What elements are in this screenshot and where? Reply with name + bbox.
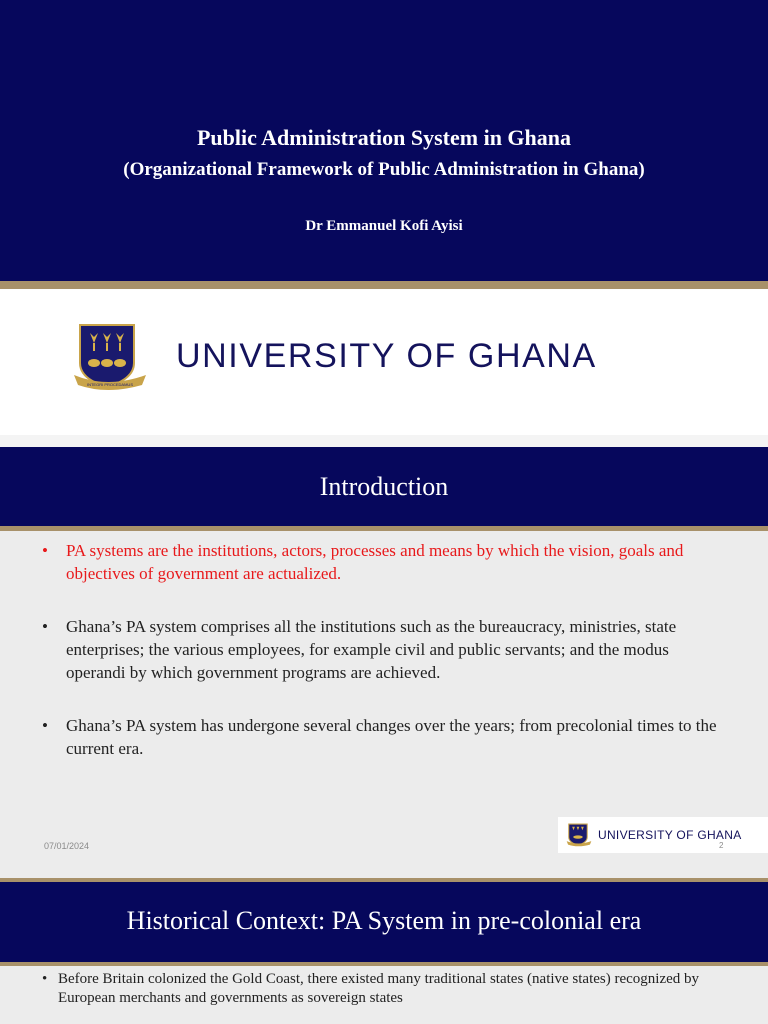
slide-date: 07/01/2024 — [44, 841, 90, 851]
bullet-text: PA systems are the institutions, actors, processes and means by which the vision, goals and objectives of government are actualized. — [66, 541, 684, 583]
bullet-text: Ghana’s PA system has undergone several changes over the years; from precolonial times to the current era. — [66, 716, 717, 758]
university-crest-icon — [72, 323, 148, 391]
slide1-logo-area — [0, 289, 768, 435]
bullet-icon: • — [42, 541, 48, 560]
slide2-body — [0, 531, 768, 878]
slide3-body — [0, 966, 768, 1024]
bullet-text: Ghana’s PA system comprises all the institutions such as the bureaucracy, ministries, state enterprises; the various employees, for example civil and public servants; and the modus operandi by which government programs are achieved. — [66, 617, 677, 682]
bullet-icon: • — [42, 971, 48, 987]
slide1-title: Public Administration System in Ghana — [196, 125, 572, 150]
bullet-text: Before Britain colonized the Gold Coast, there existed many traditional states (native states) recognized by European merchants and governments as sovereign states — [58, 971, 700, 1006]
list-item — [0, 539, 768, 585]
university-name: UNIVERSITY OF GHANA — [176, 337, 597, 375]
slide1-bottom-strip — [0, 435, 768, 447]
list-item — [0, 714, 768, 760]
slide1-gold-divider — [0, 281, 768, 289]
slide1-title-banner — [0, 0, 768, 281]
footer-logo-text: UNIVERSITY OF GHANA — [598, 828, 742, 842]
bullet-icon: • — [42, 617, 48, 636]
university-crest-icon — [566, 823, 592, 847]
slide3-title: Historical Context: PA System in pre-colonial era — [126, 906, 642, 935]
slide2-title: Introduction — [319, 472, 449, 501]
list-item — [0, 970, 768, 1008]
list-item — [0, 615, 768, 684]
svg-text:INTEGRI PROCEDAMUS: INTEGRI PROCEDAMUS — [86, 382, 134, 387]
slide1-subtitle: (Organizational Framework of Public Administration in Ghana) — [123, 159, 645, 180]
page-number: 2 — [719, 841, 724, 850]
slide1-author: Dr Emmanuel Kofi Ayisi — [305, 218, 463, 234]
bullet-icon: • — [42, 716, 48, 735]
footer-logo — [558, 817, 768, 853]
